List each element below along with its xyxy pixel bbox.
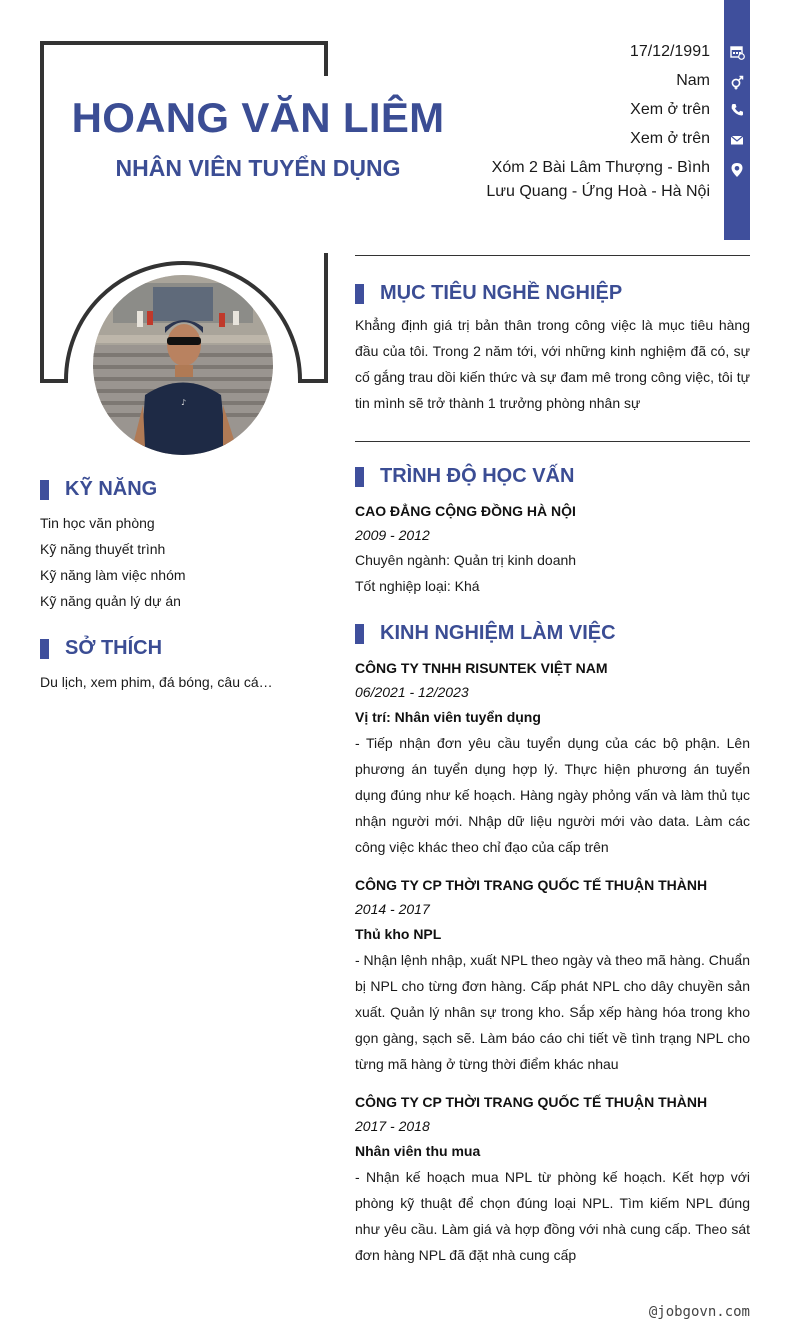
objective-section-header — [355, 282, 622, 305]
frame-right-border-bottom — [324, 253, 328, 383]
job-description: - Nhận lệnh nhập, xuất NPL theo ngày và theo mã hàng. Chuẩn bị NPL cho từng đơn hàng. Cấp phát NPL cho dây chuyền sản xuất. Quản lý nhân sự trong kho. Sắp xếp hàng hóa trong kho gọn gàng, sạch sẽ. Làm báo cáo chi tiết về tình trạng NPL cho từng mã hàng ở từng thời điểm khác nhau — [355, 952, 750, 1072]
location-icon — [729, 162, 745, 178]
frame-right-border-top — [324, 41, 328, 76]
hobbies-heading: SỞ THÍCH — [65, 637, 163, 659]
skill-item: Kỹ năng làm việc nhóm — [40, 567, 186, 583]
job-position: Vị trí: Nhân viên tuyển dụng — [355, 709, 541, 725]
education-school: CAO ĐẲNG CỘNG ĐỒNG HÀ NỘI — [355, 503, 576, 519]
job-period: 2014 - 2017 — [355, 901, 430, 917]
contact-phone: Xem ở trên — [630, 101, 710, 118]
mail-icon — [729, 132, 745, 148]
svg-text:♪: ♪ — [181, 398, 187, 407]
education-major: Chuyên ngành: Quản trị kinh doanh — [355, 552, 577, 568]
frame-left-border — [40, 41, 44, 383]
hobbies-section-header — [40, 637, 162, 660]
section-marker — [40, 639, 49, 659]
experience-section-header — [355, 622, 616, 645]
contact-gender: Nam — [676, 72, 710, 89]
job-position: Thủ kho NPL — [355, 926, 442, 942]
frame-bottom-border-left — [40, 379, 68, 383]
contact-email: Xem ở trên — [630, 130, 710, 147]
divider — [355, 441, 750, 442]
avatar-photo — [93, 275, 273, 455]
job-company: CÔNG TY TNHH RISUNTEK VIỆT NAM — [355, 660, 608, 676]
education-section-header — [355, 465, 574, 488]
education-heading: TRÌNH ĐỘ HỌC VẤN — [380, 465, 575, 487]
section-marker — [355, 624, 364, 644]
education-period: 2009 - 2012 — [355, 527, 430, 543]
skill-item: Kỹ năng quản lý dự án — [40, 593, 181, 609]
objective-text: Khẳng định giá trị bản thân trong công việc là mục tiêu hàng đầu của tôi. Trong 2 năm tới, với những kinh nghiệm đã có, sự cố gắng trau dồi kiến thức và sự đam mê trong công việc, tôi tự tin mình sẽ trở thành 1 trưởng phòng nhân sự — [355, 317, 750, 411]
footer-watermark: @jobgovn.com — [648, 1304, 750, 1320]
objective-heading: MỤC TIÊU NGHỀ NGHIỆP — [380, 282, 623, 304]
phone-icon — [729, 102, 745, 118]
skills-section-header — [40, 478, 157, 501]
frame-bottom-border-right — [298, 379, 328, 383]
skill-item: Tin học văn phòng — [40, 515, 155, 531]
section-marker — [40, 480, 49, 500]
job-position: Nhân viên thu mua — [355, 1143, 481, 1159]
contact-accent-bar — [724, 0, 750, 240]
avatar — [93, 275, 273, 455]
candidate-title: NHÂN VIÊN TUYỂN DỤNG — [115, 155, 401, 181]
skill-item: Kỹ năng thuyết trình — [40, 541, 166, 557]
divider — [355, 255, 750, 256]
contact-birthday: 17/12/1991 — [629, 43, 710, 60]
hobbies-text: Du lịch, xem phim, đá bóng, câu cá… — [40, 674, 273, 690]
contact-address-line2: Lưu Quang - Ứng Hoà - Hà Nội — [486, 183, 710, 200]
candidate-name: HOANG VĂN LIÊM — [71, 94, 445, 141]
section-marker — [355, 467, 364, 487]
contact-address-line1: Xóm 2 Bài Lâm Thượng - Bình — [491, 159, 710, 176]
experience-heading: KINH NGHIỆM LÀM VIỆC — [380, 622, 616, 644]
calendar-icon — [729, 44, 745, 60]
frame-top-border — [40, 41, 328, 45]
job-period: 2017 - 2018 — [355, 1118, 430, 1134]
job-company: CÔNG TY CP THỜI TRANG QUỐC TẾ THUẬN THÀNH — [355, 877, 708, 893]
gender-icon — [729, 74, 745, 90]
education-grade: Tốt nghiệp loại: Khá — [355, 578, 480, 594]
job-description: - Nhận kế hoạch mua NPL từ phòng kế hoạch. Kết hợp với phòng kỹ thuật để chọn đúng loại NPL. Tìm kiếm NPL đúng như yêu cầu. Làm giá và hợp đồng với nhà cung cấp. Theo sát đơn hàng NPL đã đặt nhà cung cấp — [355, 1169, 750, 1263]
job-description: - Tiếp nhận đơn yêu cầu tuyển dụng của các bộ phận. Lên phương án tuyển dụng hợp lý. Thực hiện phương án tuyển dụng đúng như kế hoạch. Hàng ngày phỏng vấn và làm thủ tục nhận người mới. Nhập dữ liệu người mới vào data. Làm các công việc khác theo chỉ đạo của cấp trên — [355, 735, 750, 855]
skills-heading: KỸ NĂNG — [65, 478, 158, 500]
job-period: 06/2021 - 12/2023 — [355, 684, 469, 700]
job-company: CÔNG TY CP THỜI TRANG QUỐC TẾ THUẬN THÀNH — [355, 1094, 708, 1110]
section-marker — [355, 284, 364, 304]
